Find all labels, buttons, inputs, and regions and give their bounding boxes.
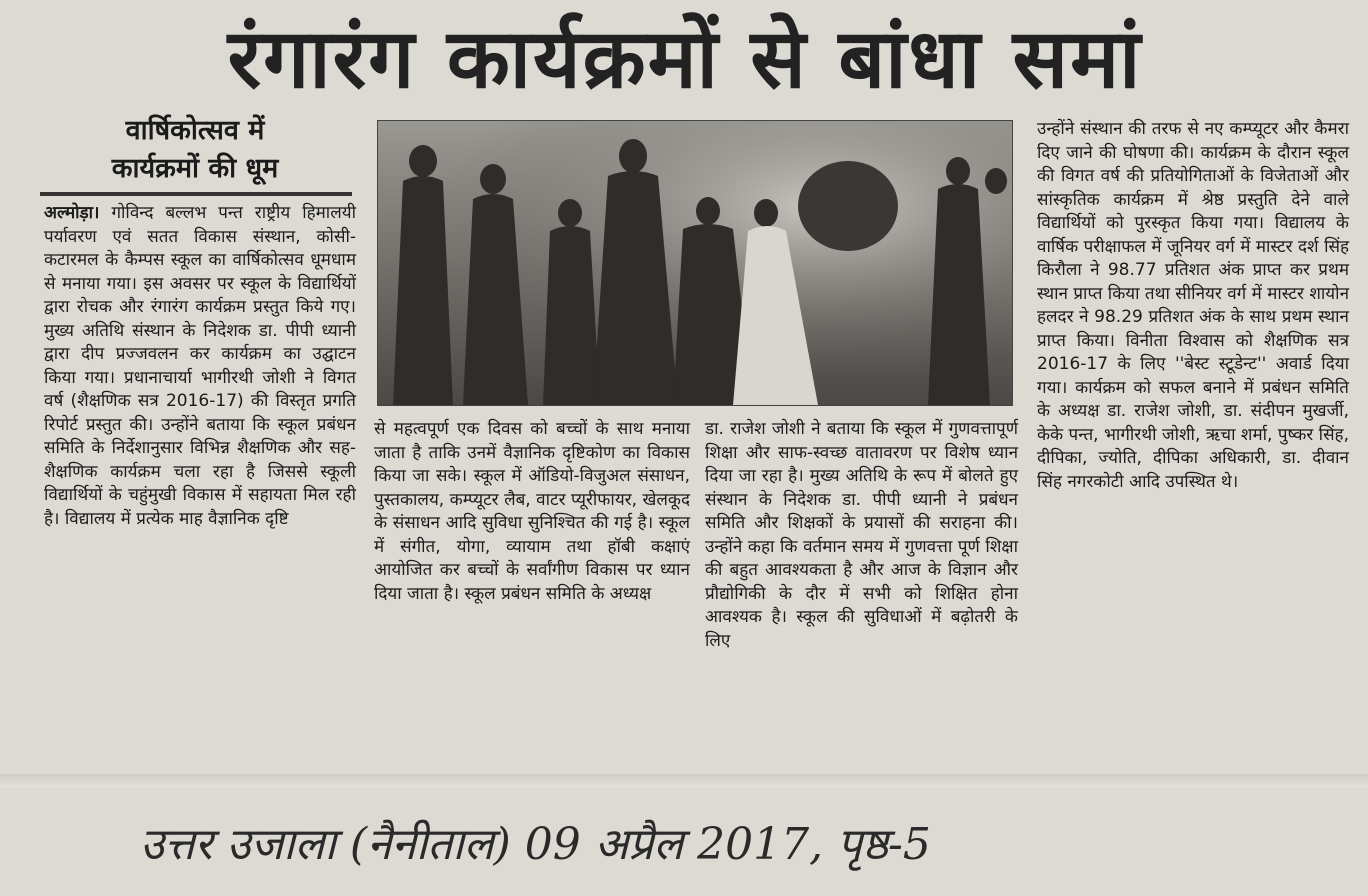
subheadline-line-1: वार्षिकोत्सव में	[125, 115, 265, 146]
dancers-image-icon	[378, 121, 1012, 405]
page-seam	[0, 774, 1368, 788]
column-2-text: से महत्वपूर्ण एक दिवस को बच्चों के साथ मनाया जाता है ताकि उनमें वैज्ञानिक दृष्टिकोण का विकास किया जा सके। स्कूल में ऑडियो-विजुअल संसाधन, पुस्तकालय, कम्प्यूटर लैब, वाटर प्यूरीफायर, खेलकूद के संसाधन आदि सुविधा सुनिश्चित की गई है। स्कूल में संगीत, योगा, व्यायाम तथा हॉबी कक्षाएं आयोजित कर बच्चों के सर्वांगीण विकास पर ध्यान दिया जाता है। स्कूल प्रबंधन समिति के अध्यक्ष	[374, 419, 690, 604]
subheadline-line-2: कार्यक्रमों की धूम	[111, 153, 279, 184]
subheadline	[40, 112, 350, 188]
handwritten-source-note: उत्तर उजाला (नैनीताल) 09 अप्रैल 2017, पृष्ठ-5	[140, 819, 931, 870]
article-column-1	[44, 202, 356, 531]
subheadline-rule	[40, 192, 352, 196]
article-column-4	[1037, 118, 1349, 494]
column-4-text: उन्होंने संस्थान की तरफ से नए कम्प्यूटर और कैमरा दिए जाने की घोषणा की। कार्यक्रम के दौरान स्कूल की विगत वर्ष की प्रतियोगिताओं के विजेताओं और सांस्कृतिक कार्यक्रम में श्रेष्ठ प्रस्तुति देने वाले विद्यार्थियों को पुरस्कृत किया गया। विद्यालय के वार्षिक परीक्षाफल में जूनियर वर्ग में मास्टर दर्श सिंह किरौला ने 98.77 प्रतिशत अंक प्राप्त कर प्रथम स्थान प्राप्त किया तथा सीनियर वर्ग में मास्टर शायोन हलदर ने 98.29 प्रतिशत अंक के साथ प्रथम स्थान प्राप्त किया। विनीता विश्वास को शैक्षणिक सत्र 2016-17 के लिए ''बेस्ट स्टूडेन्ट'' अवार्ड दिया गया। कार्यक्रम को सफल बनाने में प्रबंधन समिति के अध्यक्ष डा. राजेश जोशी, डा. संदीपन मुखर्जी, केके पन्त, भागीरथी जोशी, ऋचा शर्मा, पुष्कर सिंह, दीपिका, ज्योति, दीपिका अधिकारी, डा. दीवान सिंह नगरकोटी आदि उपस्थित थे।	[1037, 119, 1349, 492]
event-photo	[377, 120, 1013, 406]
column-3-text: डा. राजेश जोशी ने बताया कि स्कूल में गुणवत्तापूर्ण शिक्षा और साफ-स्वच्छ वातावरण पर विशेष ध्यान दिया जा रहा है। मुख्य अतिथि के रूप में बोलते हुए संस्थान के निदेशक डा. पीपी ध्यानी ने प्रबंधन समिति और शिक्षकों के प्रयासों की सराहना की। उन्होंने कहा कि वर्तमान समय में गुणवत्ता पूर्ण शिक्षा की बहुत आवश्यकता है और आज के विज्ञान और प्रौद्योगिकी के दौर में सभी को शिक्षित होना आवश्यक है। स्कूल की सुविधाओं में बढ़ोतरी के लिए	[705, 419, 1018, 651]
headline: रंगारंग कार्यक्रमों से बांधा समां	[227, 12, 1143, 107]
article-column-2	[374, 418, 690, 606]
column-1-text: गोविन्द बल्लभ पन्त राष्ट्रीय हिमालयी पर्यावरण एवं सतत विकास संस्थान, कोसी-कटारमल के कैम्पस स्कूल का वार्षिकोत्सव धूमधाम से मनाया गया। इस अवसर पर स्कूल के विद्यार्थियों द्वारा रोचक और रंगारंग कार्यक्रम प्रस्तुत किये गए। मुख्य अतिथि संस्थान के निदेशक डा. पीपी ध्यानी द्वारा दीप प्रज्जवलन कर कार्यक्रम का उद्घाटन किया गया। प्रधानाचार्या भागीरथी जोशी ने विगत वर्ष (शैक्षणिक सत्र 2016-17) की विस्तृत प्रगति रिपोर्ट प्रस्तुत की। उन्होंने बताया कि स्कूल प्रबंधन समिति के निर्देशानुसार विभिन्न शैक्षणिक और सह-शैक्षणिक कार्यक्रम चला रहा है जिससे स्कूली विद्यार्थियों के चहुंमुखी विकास में सहायता मिल रही है। विद्यालय में प्रत्येक माह वैज्ञानिक दृष्टि	[44, 203, 357, 529]
dateline: अल्मोड़ा।	[44, 203, 100, 223]
article-column-3	[705, 418, 1018, 653]
